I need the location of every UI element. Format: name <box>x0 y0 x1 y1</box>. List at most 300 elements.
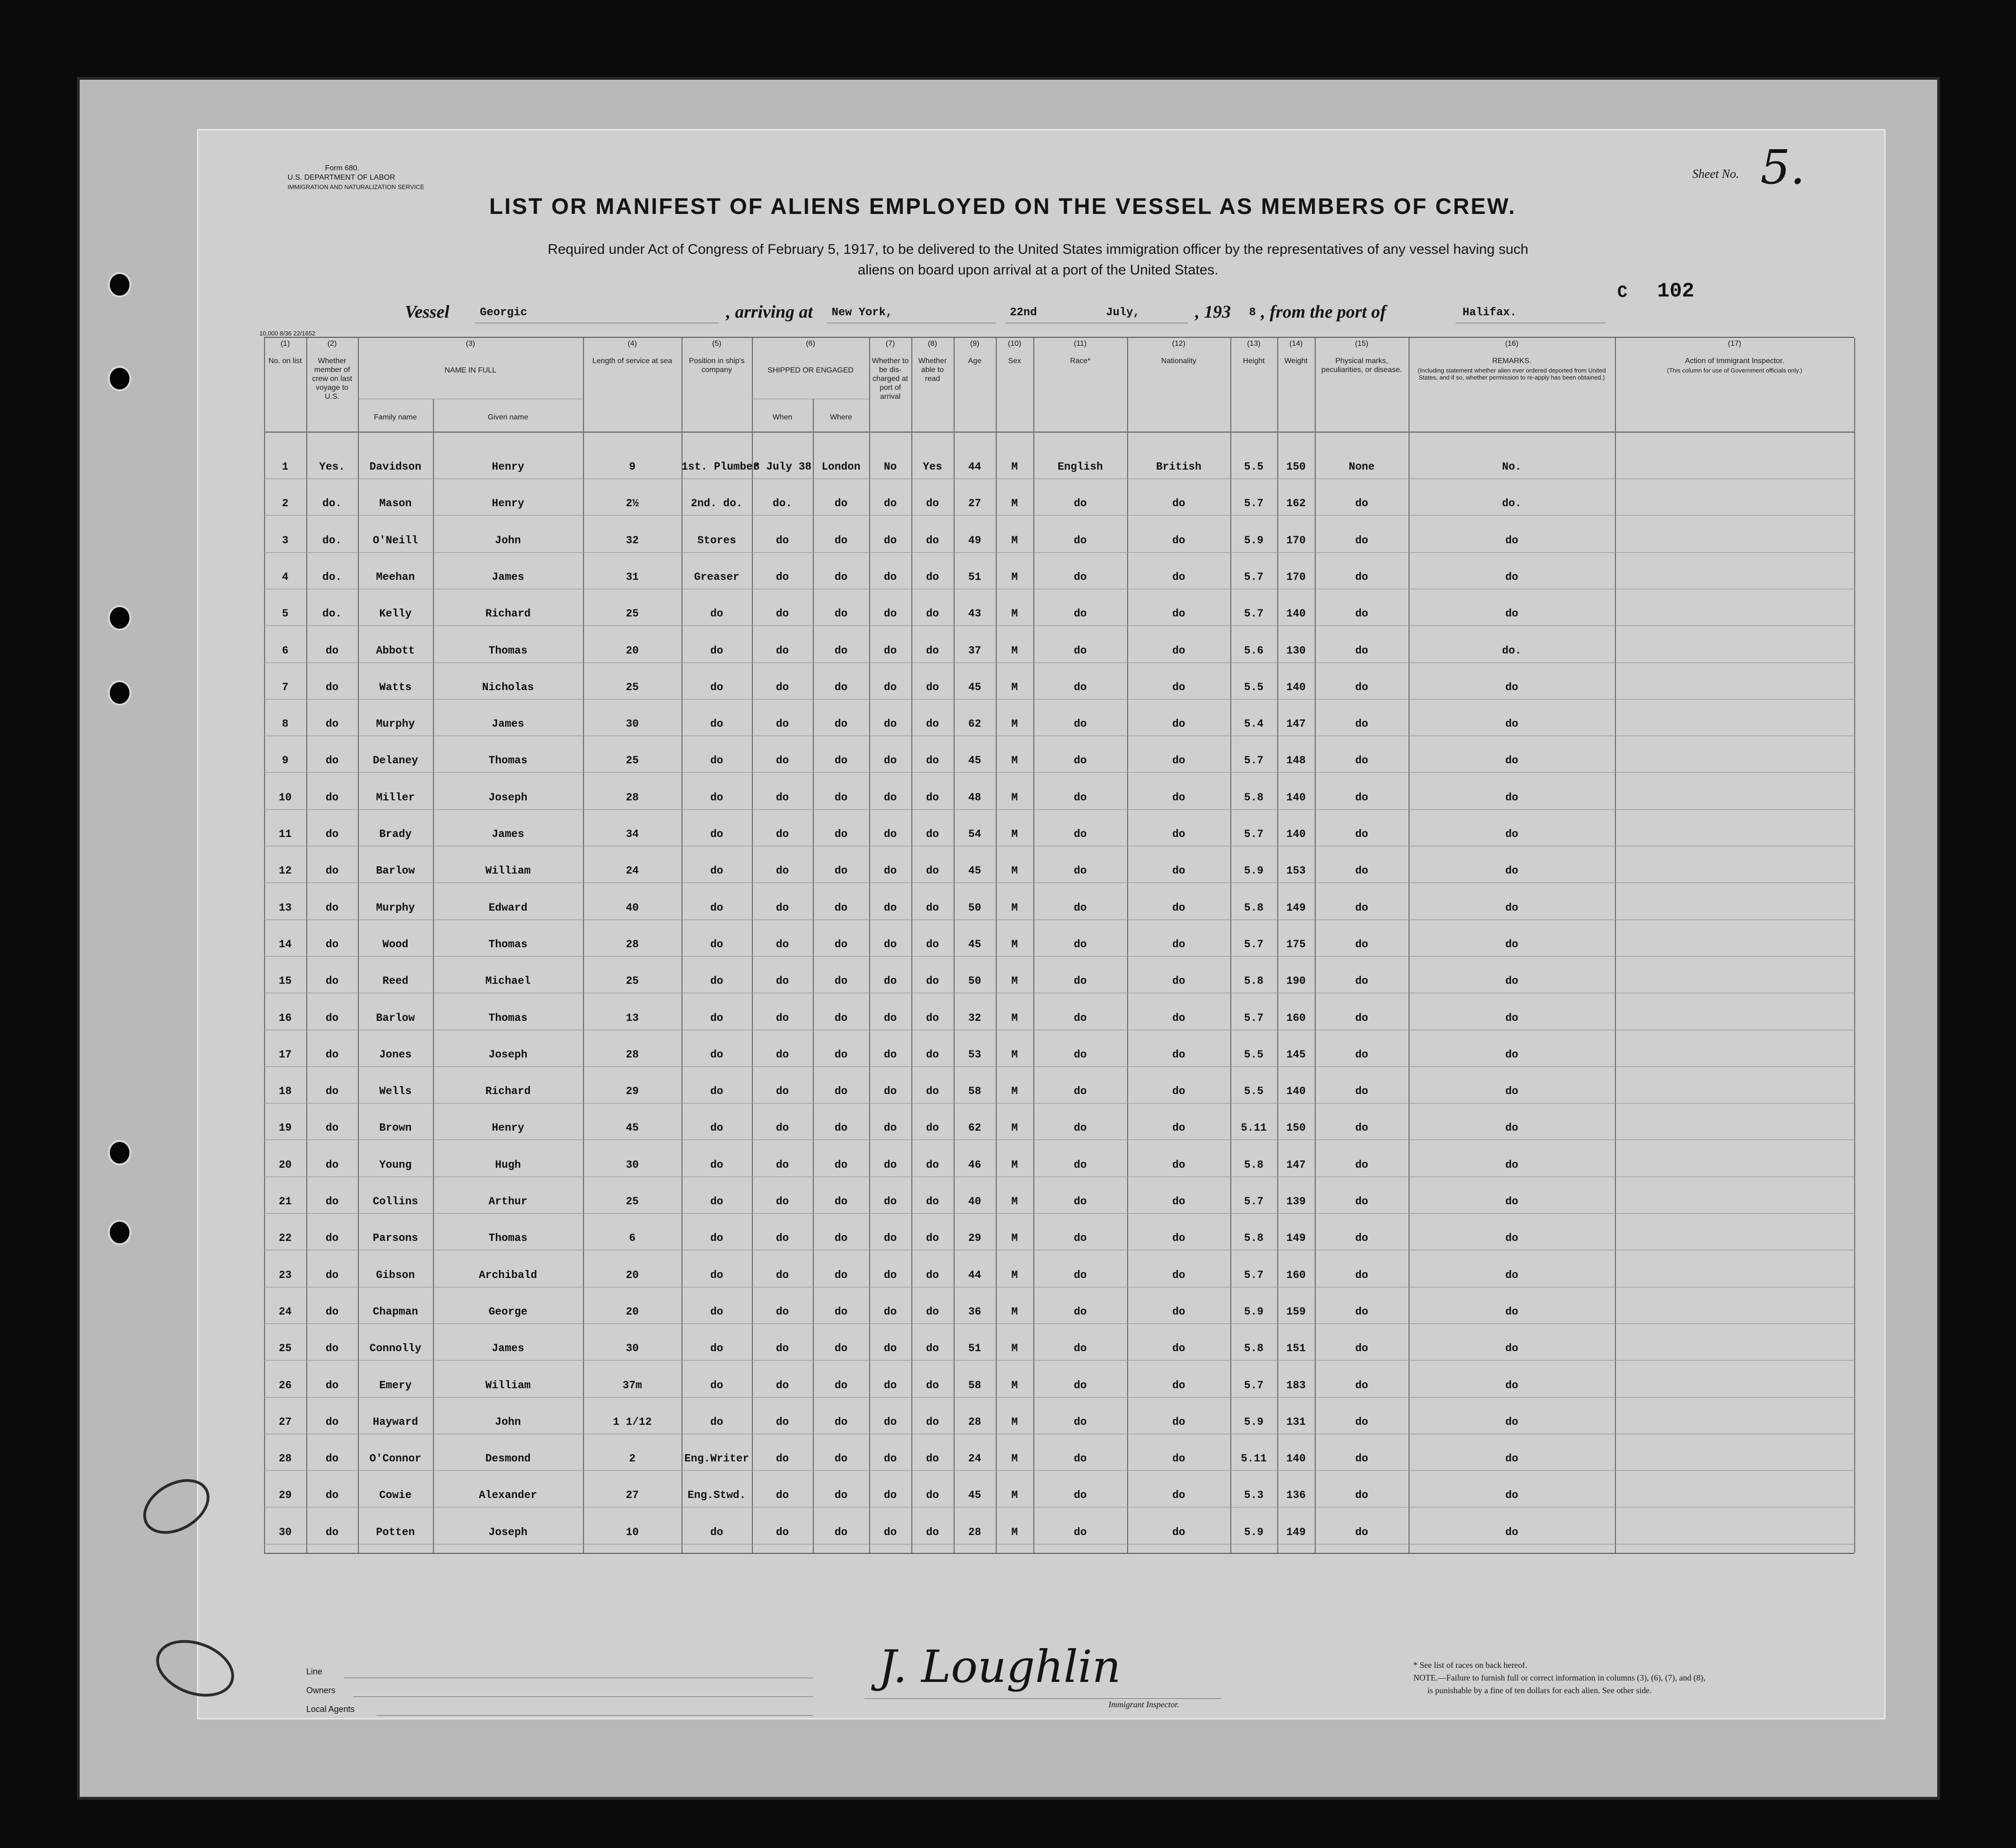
table-cell: 1 1/12 <box>613 1415 652 1428</box>
table-cell: do <box>834 1453 848 1465</box>
table-cell: do <box>710 1085 723 1098</box>
table-cell: do <box>710 1158 723 1171</box>
table-cell: 29 <box>279 1489 292 1502</box>
table-cell: do <box>1074 497 1087 510</box>
table-cell: do <box>926 901 939 914</box>
table-cell: 45 <box>626 1122 639 1134</box>
table-cell: do <box>834 1489 848 1502</box>
table-cell: do. <box>322 497 342 510</box>
table-cell: do <box>1172 1122 1185 1134</box>
table-cell: 5.5 <box>1244 1048 1264 1061</box>
table-cell: 10 <box>279 791 292 804</box>
table-cell: do <box>1505 1122 1518 1134</box>
column-header: Whether able to read <box>918 357 947 383</box>
table-row <box>264 1213 1854 1214</box>
column-header: NAME IN FULL <box>444 366 497 374</box>
table-cell: do <box>326 1048 339 1061</box>
table-cell: London <box>821 461 861 473</box>
table-cell: 27 <box>968 497 981 510</box>
table-cell: M <box>1011 1453 1018 1465</box>
subtitle-line-2: aliens on board upon arrival at a port of the United States. <box>857 262 1219 278</box>
table-cell: do <box>1172 1085 1185 1098</box>
table-cell: 5.7 <box>1244 570 1264 583</box>
column-header: Position in ship's company <box>689 357 745 374</box>
column-number: (2) <box>327 340 337 348</box>
table-cell: do <box>834 1526 848 1538</box>
table-cell: Emery <box>379 1379 412 1392</box>
table-cell: do <box>710 1269 723 1281</box>
table-cell: 5.7 <box>1244 1011 1264 1024</box>
table-cell: do <box>926 1158 939 1171</box>
table-cell: 30 <box>279 1526 292 1538</box>
table-cell: do <box>1505 791 1518 804</box>
table-cell: 5.5 <box>1244 1085 1264 1098</box>
table-cell: 5.8 <box>1244 1342 1264 1355</box>
table-cell: do <box>1355 1526 1368 1538</box>
table-cell: do <box>1355 1085 1368 1098</box>
table-cell: 28 <box>968 1415 981 1428</box>
table-cell: 31 <box>626 570 639 583</box>
column-header: Whether member of crew on last voyage to U.S. <box>312 357 352 401</box>
table-cell: 51 <box>968 1342 981 1355</box>
table-cell: 140 <box>1286 791 1306 804</box>
vessel-name: Georgic <box>480 306 527 319</box>
table-cell: Mason <box>379 497 412 510</box>
table-cell: do <box>884 1195 897 1208</box>
table-cell: 30 <box>626 718 639 730</box>
table-cell: Young <box>379 1158 412 1171</box>
table-cell: do <box>1505 718 1518 730</box>
table-cell: 20 <box>626 1305 639 1318</box>
table-cell: do <box>884 608 897 620</box>
table-cell: do <box>926 1415 939 1428</box>
table-cell: Joseph <box>488 1526 528 1538</box>
table-cell: 5.7 <box>1244 1269 1264 1281</box>
column-rule <box>1615 338 1616 1553</box>
table-cell: do <box>326 901 339 914</box>
table-cell: 62 <box>968 1122 981 1134</box>
table-cell: do <box>1172 1048 1185 1061</box>
table-cell: Thomas <box>488 938 528 951</box>
table-cell: Chapman <box>372 1305 418 1318</box>
table-cell: do <box>834 681 848 693</box>
table-cell: James <box>492 570 524 583</box>
table-cell: Richard <box>485 1085 531 1098</box>
table-cell: do <box>1074 1526 1087 1538</box>
table-cell: 150 <box>1286 461 1306 473</box>
table-cell: do <box>1172 681 1185 693</box>
table-cell: 50 <box>968 901 981 914</box>
print-code: 10,000 8/36 22/1652 <box>259 330 316 337</box>
table-cell: do <box>884 865 897 877</box>
table-cell: 13 <box>626 1011 639 1024</box>
table-cell: 5.9 <box>1244 534 1264 547</box>
column-number: (11) <box>1074 340 1087 348</box>
table-cell: do <box>926 1011 939 1024</box>
table-cell: Collins <box>372 1195 418 1208</box>
table-cell: William <box>485 1379 531 1392</box>
table-cell: M <box>1011 1526 1018 1538</box>
table-cell: 48 <box>968 791 981 804</box>
table-cell: 25 <box>626 754 639 767</box>
table-cell: do <box>1355 718 1368 730</box>
table-cell: 139 <box>1286 1195 1306 1208</box>
table-cell: 45 <box>968 938 981 951</box>
table-cell: do <box>1074 1269 1087 1281</box>
owners-underline <box>353 1696 813 1697</box>
table-cell: 140 <box>1286 1453 1306 1465</box>
table-cell: 30 <box>626 1342 639 1355</box>
table-cell: do <box>1172 865 1185 877</box>
table-cell: do <box>1505 1048 1518 1061</box>
table-cell: do <box>1074 718 1087 730</box>
table-cell: do <box>326 865 339 877</box>
table-cell: do. <box>322 570 342 583</box>
table-cell: do <box>884 570 897 583</box>
table-cell: Miller <box>376 791 415 804</box>
table-cell: Michael <box>485 975 531 988</box>
table-cell: M <box>1011 1342 1018 1355</box>
table-cell: do <box>1172 1232 1185 1245</box>
table-cell: do <box>1172 644 1185 657</box>
column-number: (8) <box>928 340 937 348</box>
table-cell: 170 <box>1286 570 1306 583</box>
table-cell: Watts <box>379 681 412 693</box>
table-cell: Thomas <box>488 1011 528 1024</box>
table-cell: do <box>1074 1342 1087 1355</box>
table-cell: 32 <box>968 1011 981 1024</box>
table-cell: do <box>326 1085 339 1098</box>
table-cell: 6 <box>282 644 288 657</box>
table-cell: do <box>776 1379 789 1392</box>
table-cell: 28 <box>626 791 639 804</box>
table-cell: do <box>1172 901 1185 914</box>
table-cell: do <box>926 1379 939 1392</box>
table-cell: do <box>1355 1158 1368 1171</box>
table-cell: do <box>1172 828 1185 840</box>
column-number: (17) <box>1728 340 1742 348</box>
table-cell: 5.11 <box>1241 1453 1267 1465</box>
table-cell: M <box>1011 1415 1018 1428</box>
table-cell: do <box>884 1048 897 1061</box>
table-cell: do <box>834 1085 848 1098</box>
table-cell: do <box>1355 1415 1368 1428</box>
table-cell: do <box>1172 570 1185 583</box>
table-cell: None <box>1349 461 1375 473</box>
sheet-number-label: Sheet No. <box>1692 167 1739 181</box>
column-subheader: Where <box>830 413 852 421</box>
table-cell: 15 <box>279 975 292 988</box>
table-cell: O'Neill <box>372 534 418 547</box>
table-cell: do <box>1505 1526 1518 1538</box>
table-cell: do <box>776 791 789 804</box>
table-cell: do <box>926 938 939 951</box>
table-cell: Henry <box>492 461 524 473</box>
table-cell: do. <box>1502 644 1522 657</box>
table-cell: do <box>834 534 848 547</box>
column-header: Race* <box>1070 357 1091 365</box>
table-cell: do <box>1355 1122 1368 1134</box>
table-cell: Potten <box>376 1526 415 1538</box>
table-cell: Meehan <box>376 570 415 583</box>
table-cell: Parsons <box>372 1232 418 1245</box>
table-cell: do <box>834 1305 848 1318</box>
column-header: REMARKS. <box>1492 357 1531 365</box>
table-cell: do <box>710 938 723 951</box>
table-cell: do <box>326 975 339 988</box>
table-cell: James <box>492 718 524 730</box>
table-cell: do <box>884 644 897 657</box>
table-cell: do <box>1074 1415 1087 1428</box>
table-row <box>264 662 1854 663</box>
table-cell: 5.5 <box>1244 461 1264 473</box>
punch-hole <box>108 1220 131 1245</box>
arrival-day: 22nd <box>1010 306 1037 319</box>
table-cell: do <box>1074 681 1087 693</box>
table-cell: do <box>926 828 939 840</box>
list-prefix: C <box>1617 283 1628 302</box>
table-row <box>264 956 1854 957</box>
table-cell: 5.8 <box>1244 1232 1264 1245</box>
table-cell: Delaney <box>372 754 418 767</box>
table-cell: do <box>1355 975 1368 988</box>
column-number: (1) <box>280 340 290 348</box>
table-cell: M <box>1011 1305 1018 1318</box>
penalty-note-1: NOTE.—Failure to furnish full or correct information in columns (3), (6), (7), and (8), <box>1413 1673 1705 1682</box>
table-cell: do <box>926 754 939 767</box>
table-cell: do <box>1172 975 1185 988</box>
table-cell: do <box>926 570 939 583</box>
table-cell: do <box>1505 1269 1518 1281</box>
table-cell: 5.9 <box>1244 1526 1264 1538</box>
table-cell: 149 <box>1286 1232 1306 1245</box>
table-row <box>264 882 1854 883</box>
table-cell: do <box>1074 1011 1087 1024</box>
table-cell: Thomas <box>488 754 528 767</box>
table-cell: do <box>834 570 848 583</box>
table-cell: 45 <box>968 754 981 767</box>
table-cell: do <box>326 1379 339 1392</box>
table-cell: do <box>710 1379 723 1392</box>
local-agents-label: Local Agents <box>306 1704 355 1714</box>
table-cell: 13 <box>279 901 292 914</box>
table-cell: do <box>710 644 723 657</box>
table-cell: M <box>1011 534 1018 547</box>
table-cell: 28 <box>626 938 639 951</box>
year-label: , 193 <box>1195 302 1231 322</box>
table-cell: 160 <box>1286 1269 1306 1281</box>
table-cell: 5.7 <box>1244 1379 1264 1392</box>
table-cell: do <box>776 1269 789 1281</box>
table-cell: do <box>884 718 897 730</box>
table-cell: do <box>884 534 897 547</box>
table-cell: Henry <box>492 1122 524 1134</box>
table-cell: 10 <box>626 1526 639 1538</box>
table-cell: do <box>834 1122 848 1134</box>
table-cell: 24 <box>279 1305 292 1318</box>
table-cell: do <box>1074 828 1087 840</box>
table-cell: Richard <box>485 608 531 620</box>
table-cell: do <box>710 1011 723 1024</box>
table-cell: do <box>776 1232 789 1245</box>
table-cell: do <box>884 497 897 510</box>
table-cell: do <box>710 901 723 914</box>
table-cell: do <box>776 534 789 547</box>
table-cell: do <box>1074 1048 1087 1061</box>
table-cell: do <box>326 1526 339 1538</box>
table-cell: 12 <box>279 865 292 877</box>
table-cell: do <box>1172 1489 1185 1502</box>
table-cell: M <box>1011 1232 1018 1245</box>
table-cell: John <box>495 534 521 547</box>
line-label: Line <box>306 1667 323 1676</box>
table-cell: do <box>326 938 339 951</box>
table-cell: 2nd. do. <box>690 497 743 510</box>
table-cell: Edward <box>488 901 528 914</box>
table-cell: 5.7 <box>1244 1195 1264 1208</box>
penalty-note-2: is punishable by a fine of ten dollars for each alien. See other side. <box>1427 1686 1652 1695</box>
table-cell: do <box>776 865 789 877</box>
table-cell: 16 <box>279 1011 292 1024</box>
table-cell: do <box>834 718 848 730</box>
table-cell: 147 <box>1286 1158 1306 1171</box>
table-cell: do <box>1074 570 1087 583</box>
table-cell: 5.8 <box>1244 1158 1264 1171</box>
table-cell: do <box>776 1305 789 1318</box>
table-cell: do <box>776 1011 789 1024</box>
table-cell: do <box>776 1489 789 1502</box>
table-cell: Brown <box>379 1122 412 1134</box>
column-number: (4) <box>628 340 637 348</box>
table-cell: do <box>1505 1085 1518 1098</box>
table-cell: 28 <box>626 1048 639 1061</box>
table-cell: 37m <box>622 1379 642 1392</box>
table-cell: do <box>326 1342 339 1355</box>
table-row <box>264 699 1854 700</box>
column-number: (6) <box>806 340 815 348</box>
table-cell: 140 <box>1286 681 1306 693</box>
table-cell: do <box>884 1526 897 1538</box>
owners-label: Owners <box>306 1686 336 1695</box>
table-cell: do <box>1505 1415 1518 1428</box>
table-cell: do <box>926 608 939 620</box>
table-cell: Davidson <box>369 461 422 473</box>
table-cell: M <box>1011 608 1018 620</box>
table-cell: do <box>884 1453 897 1465</box>
table-cell: M <box>1011 461 1018 473</box>
table-cell: do <box>884 681 897 693</box>
table-cell: 140 <box>1286 828 1306 840</box>
table-cell: do <box>1355 865 1368 877</box>
table-cell: do <box>1074 1122 1087 1134</box>
table-cell: do <box>884 1085 897 1098</box>
table-cell: do <box>1355 1269 1368 1281</box>
table-cell: do <box>834 1048 848 1061</box>
table-cell: do <box>1505 1158 1518 1171</box>
table-cell: Hugh <box>495 1158 521 1171</box>
table-cell: do <box>710 1048 723 1061</box>
column-header: No. on list <box>268 357 302 365</box>
table-cell: do <box>926 1122 939 1134</box>
table-cell: do <box>710 718 723 730</box>
table-cell: do <box>884 1489 897 1502</box>
column-header: Weight <box>1284 357 1308 365</box>
table-cell: do <box>884 1158 897 1171</box>
table-cell: 24 <box>968 1453 981 1465</box>
table-cell: 34 <box>626 828 639 840</box>
table-cell: do <box>1355 828 1368 840</box>
table-cell: do <box>1172 718 1185 730</box>
table-cell: do <box>1355 681 1368 693</box>
table-cell: 14 <box>279 938 292 951</box>
table-cell: do <box>776 718 789 730</box>
table-cell: Abbott <box>376 644 415 657</box>
table-cell: do <box>1074 1195 1087 1208</box>
table-cell: do <box>1074 1379 1087 1392</box>
table-cell: 7 <box>282 681 288 693</box>
table-cell: do <box>776 938 789 951</box>
subtitle-line-1: Required under Act of Congress of February 5, 1917, to be delivered to the United States immigration officer by the representatives of any vessel having such <box>547 242 1529 257</box>
table-cell: 2½ <box>626 497 639 510</box>
table-cell: 8 <box>282 718 288 730</box>
table-cell: 20 <box>279 1158 292 1171</box>
table-cell: 24 <box>626 865 639 877</box>
table-cell: 145 <box>1286 1048 1306 1061</box>
table-cell: do <box>1505 1489 1518 1502</box>
table-cell: M <box>1011 1085 1018 1098</box>
table-cell: do. <box>1502 497 1522 510</box>
table-cell: 140 <box>1286 608 1306 620</box>
table-cell: do <box>1505 754 1518 767</box>
table-cell: do <box>326 828 339 840</box>
table-cell: 136 <box>1286 1489 1306 1502</box>
table-cell: 27 <box>626 1489 639 1502</box>
table-cell: 3 <box>282 534 288 547</box>
table-cell: do <box>1355 1305 1368 1318</box>
table-row <box>264 772 1854 773</box>
table-cell: do <box>834 1379 848 1392</box>
column-header: Age <box>968 357 982 365</box>
table-cell: Alexander <box>478 1489 538 1502</box>
table-cell: M <box>1011 1011 1018 1024</box>
table-cell: do <box>1355 1232 1368 1245</box>
table-cell: do <box>884 901 897 914</box>
table-cell: Yes <box>923 461 942 473</box>
table-row <box>264 1360 1854 1361</box>
table-cell: 190 <box>1286 975 1306 988</box>
table-cell: Greaser <box>694 570 740 583</box>
table-cell: do <box>710 1526 723 1538</box>
table-cell: 5.7 <box>1244 608 1264 620</box>
table-row <box>264 1397 1854 1398</box>
table-cell: do <box>834 1269 848 1281</box>
column-number: (9) <box>970 340 979 348</box>
table-cell: Yes. <box>319 461 345 473</box>
table-cell: 6 <box>629 1232 636 1245</box>
table-cell: M <box>1011 1195 1018 1208</box>
table-cell: do <box>926 1526 939 1538</box>
column-number: (16) <box>1505 340 1519 348</box>
table-cell: 45 <box>968 1489 981 1502</box>
table-cell: 11 <box>279 828 292 840</box>
table-cell: 147 <box>1286 718 1306 730</box>
table-cell: do <box>326 1489 339 1502</box>
table-cell: Henry <box>492 497 524 510</box>
table-cell: do <box>926 1305 939 1318</box>
table-cell: do <box>926 791 939 804</box>
table-cell: 44 <box>968 461 981 473</box>
signature-line <box>864 1698 1221 1699</box>
